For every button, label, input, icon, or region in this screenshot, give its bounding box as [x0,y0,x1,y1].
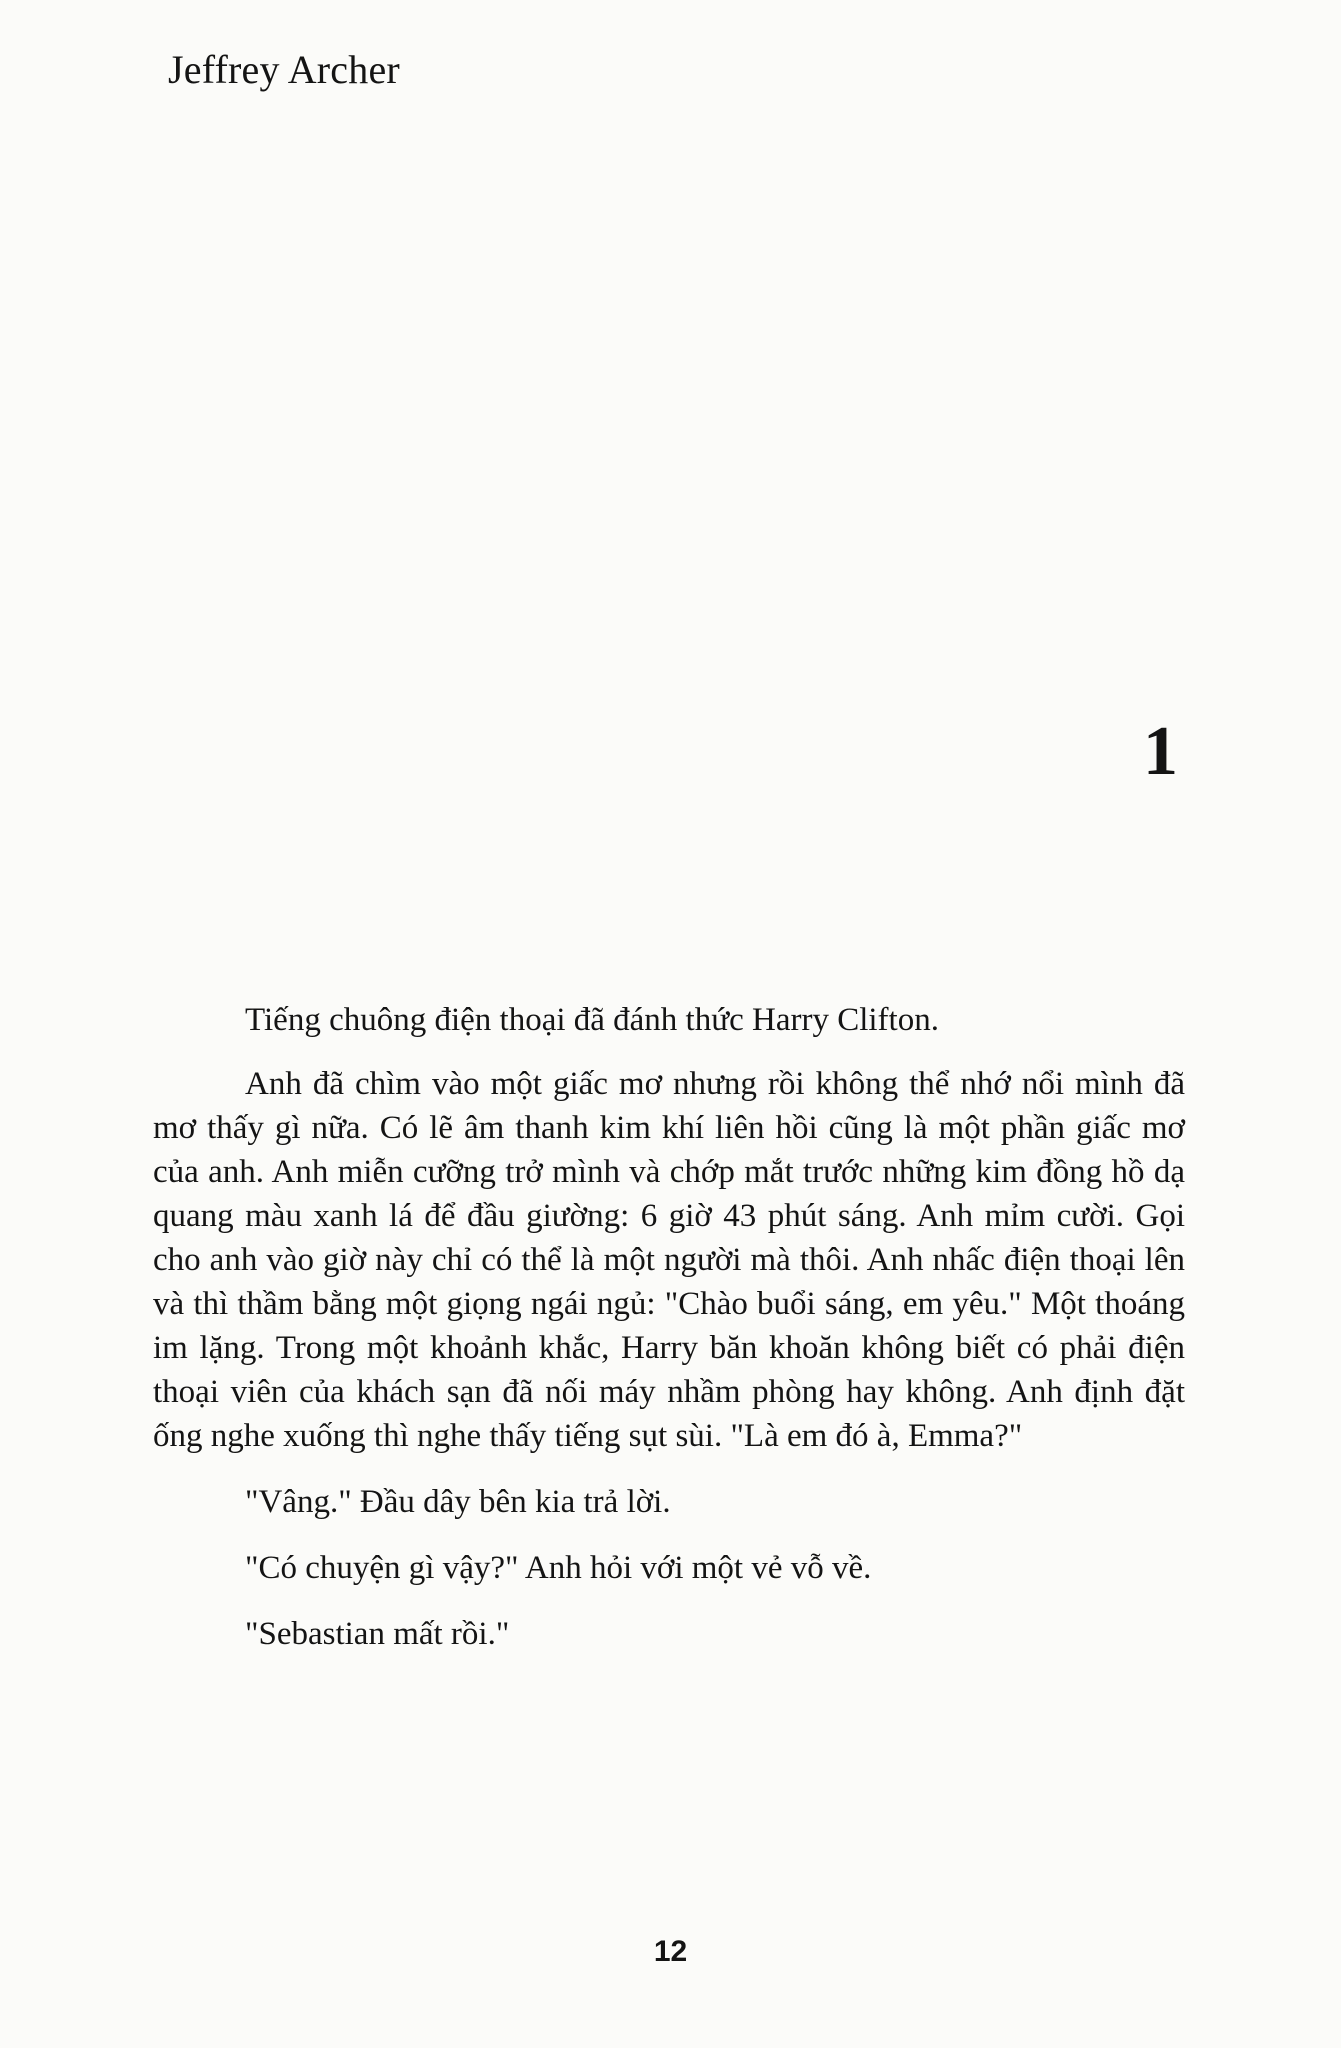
paragraph-question: "Có chuyện gì vậy?" Anh hỏi với một vẻ vỗ về. [245,1550,872,1586]
page-number: 12 [653,1935,688,1968]
paragraph-opening: Tiếng chuông điện thoại đã đánh thức Harry Clifton. [245,1002,939,1038]
paragraph-main: Anh đã chìm vào một giấc mơ nhưng rồi không thể nhớ nổi mình đã mơ thấy gì nữa. Có lẽ âm thanh kim khí liên hồi cũng là một phần giấc mơ của anh. Anh miễn cưỡng trở mình và chớp mắt trước những kim đồng hồ dạ quang màu xanh lá để đầu giường: 6 giờ 43 phút sáng. Anh mỉm cười. Gọi cho anh vào giờ này chỉ có thể là một người mà thôi. Anh nhấc điện thoại lên và thì thầm bằng một giọng ngái ngủ: "Chào buổi sáng, em yêu." Một thoáng im lặng. Trong một khoảnh khắc, Harry băn khoăn không biết có phải điện thoại viên của khách sạn đã nối máy nhầm phòng hay không. Anh định đặt ống nghe xuống thì nghe thấy tiếng sụt sùi. "Là em đó à, Emma?" [153,1066,1185,1454]
chapter-number: 1 [1143,713,1178,790]
paragraph-news: "Sebastian mất rồi." [245,1616,510,1652]
paragraph-reply: "Vâng." Đầu dây bên kia trả lời. [245,1484,671,1520]
running-head-author: Jeffrey Archer [168,47,400,92]
chapter-body [153,998,1185,1678]
